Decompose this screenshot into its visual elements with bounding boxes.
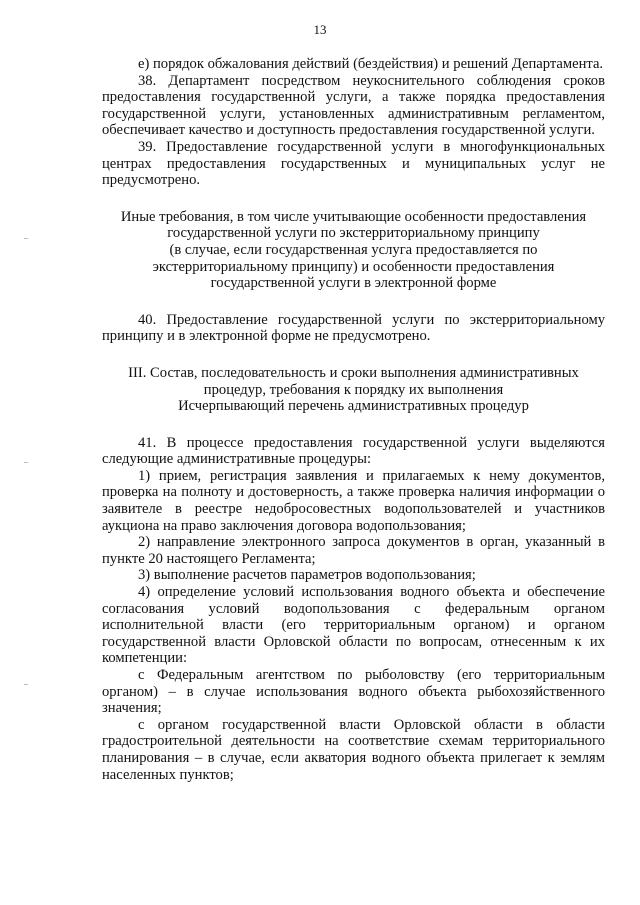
heading-line: Исчерпывающий перечень административных процедур	[178, 398, 529, 415]
paragraph-39: 39. Предоставление государственной услуги в многофункциональных центрах предоставления государственных и муниципальных услуг не предусмотрено.	[102, 138, 605, 189]
section-heading-iii	[102, 365, 605, 415]
heading-line: III. Состав, последовательность и сроки выполнения административных	[128, 364, 579, 381]
heading-line: государственной услуги по экстерриториальному принципу	[167, 225, 540, 242]
margin-mark	[24, 238, 28, 239]
paragraph-41-item-4a: с Федеральным агентством по рыболовству (его территориальным органом) – в случае использования водного объекта рыбохозяйственного значения;	[102, 667, 605, 717]
paragraph-41: 41. В процессе предоставления государственной услуги выделяются следующие административные процедуры:	[102, 434, 605, 468]
paragraph-41-item-1: 1) прием, регистрация заявления и прилагаемых к нему документов, проверка на полноту и достоверность, а также проверка наличия информации о заявителе в реестре недобросовестных водопользователей и участников аукциона на право заключения договора водопользования;	[102, 467, 605, 534]
heading-line: Иные требования, в том числе учитывающие особенности предоставления	[120, 208, 587, 225]
heading-line: процедур, требования к порядку их выполнения	[203, 381, 504, 398]
page-number: 13	[313, 22, 327, 37]
paragraph-41-item-3: 3) выполнение расчетов параметров водопользования;	[138, 567, 476, 584]
document-body	[102, 56, 605, 783]
heading-line: государственной услуги в электронной форме	[210, 275, 497, 292]
section-heading-other-requirements	[102, 209, 605, 292]
paragraph-40: 40. Предоставление государственной услуги по экстерриториальному принципу и в электронной форме не предусмотрено.	[102, 311, 605, 345]
paragraph-41-item-4b: с органом государственной власти Орловской области в области градостроительной деятельности на соответствие схемам территориального планирования – в случае, если акватория водного объекта прилегает к землям населенных пунктов;	[102, 716, 605, 783]
margin-mark	[24, 684, 28, 685]
paragraph-e: е) порядок обжалования действий (бездействия) и решений Департамента.	[138, 56, 604, 72]
margin-mark	[24, 462, 28, 463]
paragraph-41-item-4: 4) определение условий использования водного объекта и обеспечение согласования условий водопользования с федеральным органом исполнительной власти (его территориальным органом) и органом государственной власти Орловской области по вопросам, отнесенным к их компетенции:	[102, 584, 605, 667]
paragraph-41-item-2: 2) направление электронного запроса документов в орган, указанный в пункте 20 настоящего Регламента;	[102, 534, 605, 567]
heading-line: экстерриториальному принципу) и особенности предоставления	[152, 258, 555, 275]
paragraph-38: 38. Департамент посредством неукоснительного соблюдения сроков предоставления государственной услуги, а также порядка предоставления государственной услуги, установленных административным регламентом, обеспечивает качество и доступность предоставления государственной услуги.	[102, 72, 605, 139]
heading-line: (в случае, если государственная услуга предоставляется по	[169, 241, 538, 258]
